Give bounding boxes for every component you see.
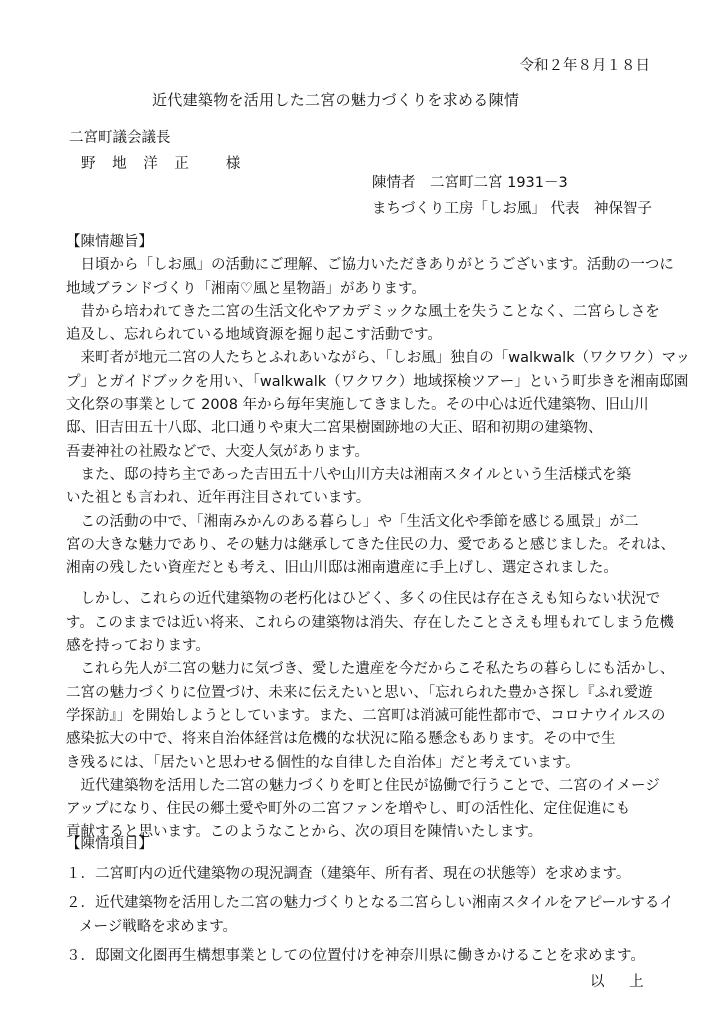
paragraph-line: アップになり、住民の郷土愛や町外の二宮ファンを増やし、町の活性化、定住促進にも [66, 801, 631, 818]
petition-items-section [66, 833, 676, 969]
paragraph-line: 貢献すると思います。このようなことから、次の項目を陳情いたします。 [66, 824, 543, 841]
paragraph-line: 二宮の魅力づくりに位置づけ、未来に伝えたいと思い、「忘れられた豊かさ探し『ふれ愛遊 [66, 684, 653, 701]
petition-item-2-continuation: メージ戦略を求めます。 [79, 918, 238, 935]
paragraph-line: 来町者が地元二宮の人たちとふれあいながら、「しお風」独自の「walkwalk（ワクワク）マッ [66, 350, 691, 367]
paragraph-line: いた祖とも言われ、近年再注目されています。 [66, 490, 371, 507]
paragraph-line: 文化祭の事業として 2008 年から毎年実施してきました。その中心は近代建築物、旧山川 [66, 397, 649, 414]
paragraph-line: プ」とガイドブックを用い、「walkwalk（ワクワク）地域探検ツアー」という町歩きを湘南邸園 [66, 373, 689, 390]
paragraph-line: また、邸の持ち主であった吉田五十八や山川方夫は湘南スタイルという生活様式を築 [66, 466, 632, 483]
section-heading-items: 【陳情項目】 [66, 836, 153, 852]
petition-item-2: ２．近代建築物を活用した二宮の魅力づくりとなる二宮らしい湘南スタイルをアピールするイ [66, 895, 674, 911]
petitioner-block [372, 170, 652, 222]
paragraph-line: 地域ブランドづくり「湘南♡風と星物語」があります。 [66, 280, 426, 297]
paragraph-line: 感染拡大の中で、将来自治体経営は危機的な状況に陥る懸念もあります。その中で生 [66, 731, 616, 748]
paragraph-line: 学探訪』」を開始しようとしています。また、二宮町は消滅可能性都市で、コロナウイルスの [66, 707, 666, 724]
petitioner-address: 陳情者 二宮町二宮 1931－3 [372, 175, 568, 191]
document-title: 近代建築物を活用した二宮の魅力づくりを求める陳情 [152, 91, 520, 109]
paragraph-line: しかし、これらの近代建築物の老朽化はひどく、多くの住民は存在さえも知らない状況で [66, 591, 661, 608]
petitioner-organization: まちづくり工房「しお風」 代表 神保智子 [372, 201, 652, 217]
paragraph-line: 感を持っております。 [66, 638, 210, 655]
paragraph-line: 邸、旧吉田五十八邸、北口通りや東大二宮果樹園跡地の大正、昭和初期の建築物、 [66, 420, 603, 437]
petition-item-1: １．二宮町内の近代建築物の現況調査（建築年、所有者、現在の状態等）を求めます。 [66, 865, 631, 882]
addressee-name: 野 地 洋 正 様 [81, 156, 247, 172]
paragraph-line: この活動の中で、「湘南みかんのある暮らし」や「生活文化や季節を感じる風景」が二 [66, 513, 639, 530]
paragraph-line: 追及し、忘れられている地域資源を掘り起こす活動です。 [66, 327, 442, 344]
petition-purpose-section [66, 231, 691, 845]
paragraph-line: き残るには、「居たいと思わせる個性的な自律した自治体」だと考えています。 [66, 754, 580, 771]
paragraph-line: 昔から培われてきた二宮の生活文化やアカデミックな風土を失うことなく、二宮らしさを [66, 303, 660, 320]
paragraph-line: 宮の大きな魅力であり、その魅力は継承してきた住民の力、愛であると感じました。それは、 [66, 536, 675, 553]
paragraph-line: す。このままでは近い将来、これらの建築物は消失、存在したことさえも埋もれてしまう危機 [66, 614, 674, 631]
paragraph-line: これら先人が二宮の魅力に気づき、愛した遺産を今だからこそ私たちの暮らしにも活かし、 [66, 661, 675, 678]
addressee-block [69, 125, 246, 177]
paragraph-line: 日頃から「しお風」の活動にご理解、ご協力いただきありがとうございます。活動の一つに [66, 257, 674, 274]
paragraph-line: 近代建築物を活用した二宮の魅力づくりを町と住民が協働で行うことで、二宮のイメージ [66, 777, 660, 794]
paragraph-line: 吾妻神社の社殿などで、大変人気があります。 [66, 443, 370, 460]
paragraph-line: 湘南の残したい資産だとも考え、旧山川邸は湘南遺産に手上げし、選定されました。 [66, 560, 618, 577]
closing-mark: 以 上 [590, 974, 654, 990]
section-heading-purpose: 【陳情趣旨】 [66, 234, 153, 250]
petition-item-3: ３．邸園文化圏再生構想事業としての位置付けを神奈川県に働きかけることを求めます。 [66, 948, 645, 964]
paragraph-gap [66, 580, 666, 588]
addressee-position: 二宮町議会議長 [69, 130, 171, 146]
document-date: 令和２年８月１８日 [519, 58, 650, 74]
